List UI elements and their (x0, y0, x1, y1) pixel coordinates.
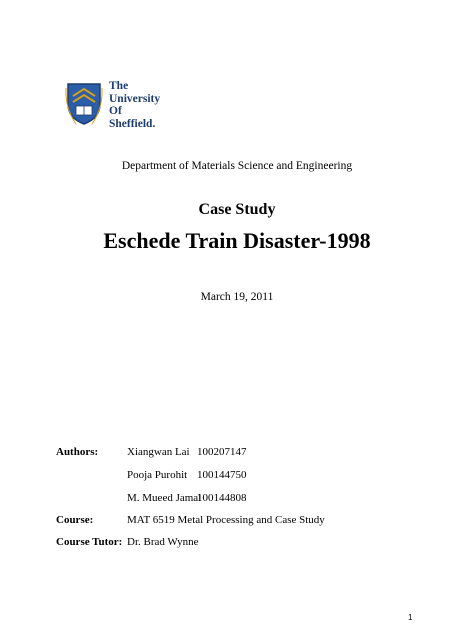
course-value: MAT 6519 Metal Processing and Case Study (127, 514, 325, 526)
course-label: Course: (56, 514, 94, 526)
logo-line-1: The (109, 80, 129, 92)
logo-line-4: Sheffield. (109, 117, 156, 130)
tutor-label: Course Tutor: (56, 536, 123, 548)
document-date: March 19, 2011 (200, 291, 274, 303)
author-id: 100144808 (197, 492, 247, 504)
tutor-value: Dr. Brad Wynne (127, 536, 199, 548)
document-title: Eschede Train Disaster-1998 (103, 228, 371, 253)
university-crest-icon (64, 78, 104, 128)
author-id: 100144750 (197, 469, 247, 481)
university-wordmark (109, 80, 160, 130)
department-name: Department of Materials Science and Engineering (121, 160, 353, 172)
university-logo (64, 78, 174, 130)
author-id: 100207147 (197, 446, 247, 458)
author-name: M. Mueed Jamal (127, 492, 202, 504)
page-number: 1 (408, 613, 413, 622)
document-subtitle: Case Study (198, 201, 276, 218)
author-name: Xiangwan Lai (127, 446, 190, 458)
logo-line-2: University (109, 92, 161, 105)
authors-label: Authors: (56, 446, 99, 458)
logo-line-3: Of (109, 105, 122, 117)
author-name: Pooja Purohit (127, 469, 188, 481)
